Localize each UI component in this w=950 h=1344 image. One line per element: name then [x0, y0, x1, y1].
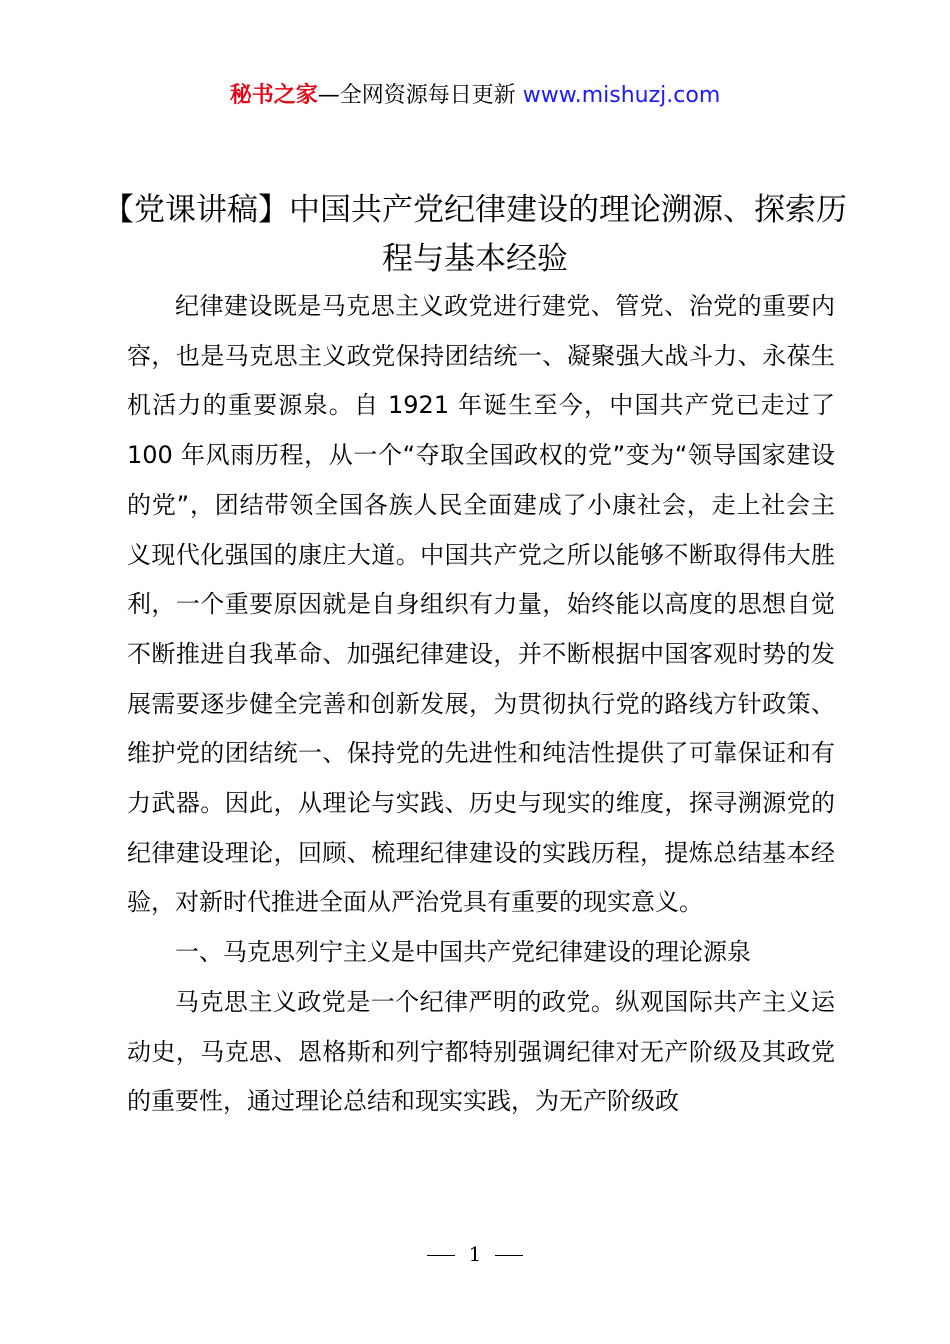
page-number: 1 [468, 1242, 482, 1266]
page-number-dash-left [427, 1255, 455, 1256]
site-url-link[interactable]: www.mishuzj.com [522, 83, 721, 108]
section-heading-1: 一、马克思列宁主义是中国共产党纪律建设的理论源泉 [175, 938, 751, 967]
paragraph-intro: 纪律建设既是马克思主义政党进行建党、管党、治党的重要内容，也是马克思主义政党保持团结统一、凝聚强大战斗力、永葆生机活力的重要源泉。自 1921 年诞生至今，中国共产党已走过了 100 年风雨历程，从一个“夺取全国政权的党”变为“领导国家建设的党”，团结带领全国各族人民全面建成了小康社会，走上社会主义现代化强国的康庄大道。中国共产党之所以能够不断取得伟大胜利，一个重要原因就是自身组织有力量，始终能以高度的思想自觉不断推进自我革命、加强纪律建设，并不断根据中国客观时势的发展需要逐步健全完善和创新发展，为贯彻执行党的路线方针政策、维护党的团结统一、保持党的先进性和纯洁性提供了可靠保证和有力武器。因此，从理论与实践、历史与现实的维度，探寻溯源党的纪律建设理论，回顾、梳理纪律建设的实践历程，提炼总结基本经验，对新时代推进全面从严治党具有重要的现实意义。 [127, 292, 835, 917]
paragraph-section-1: 马克思主义政党是一个纪律严明的政党。纵观国际共产主义运动史，马克思、恩格斯和列宁都特别强调纪律对无产阶级及其政党的重要性，通过理论总结和现实实践，为无产阶级政 [127, 987, 835, 1116]
page-number-dash-right [495, 1255, 523, 1256]
document-body [127, 282, 835, 1127]
site-header [0, 80, 950, 112]
site-name: 秘书之家 [229, 83, 318, 108]
page-number-footer [0, 1240, 950, 1268]
site-slogan: —全网资源每日更新 [317, 83, 516, 108]
document-title: 【党课讲稿】中国共产党纪律建设的理论溯源、探索历程与基本经验 [103, 192, 847, 277]
